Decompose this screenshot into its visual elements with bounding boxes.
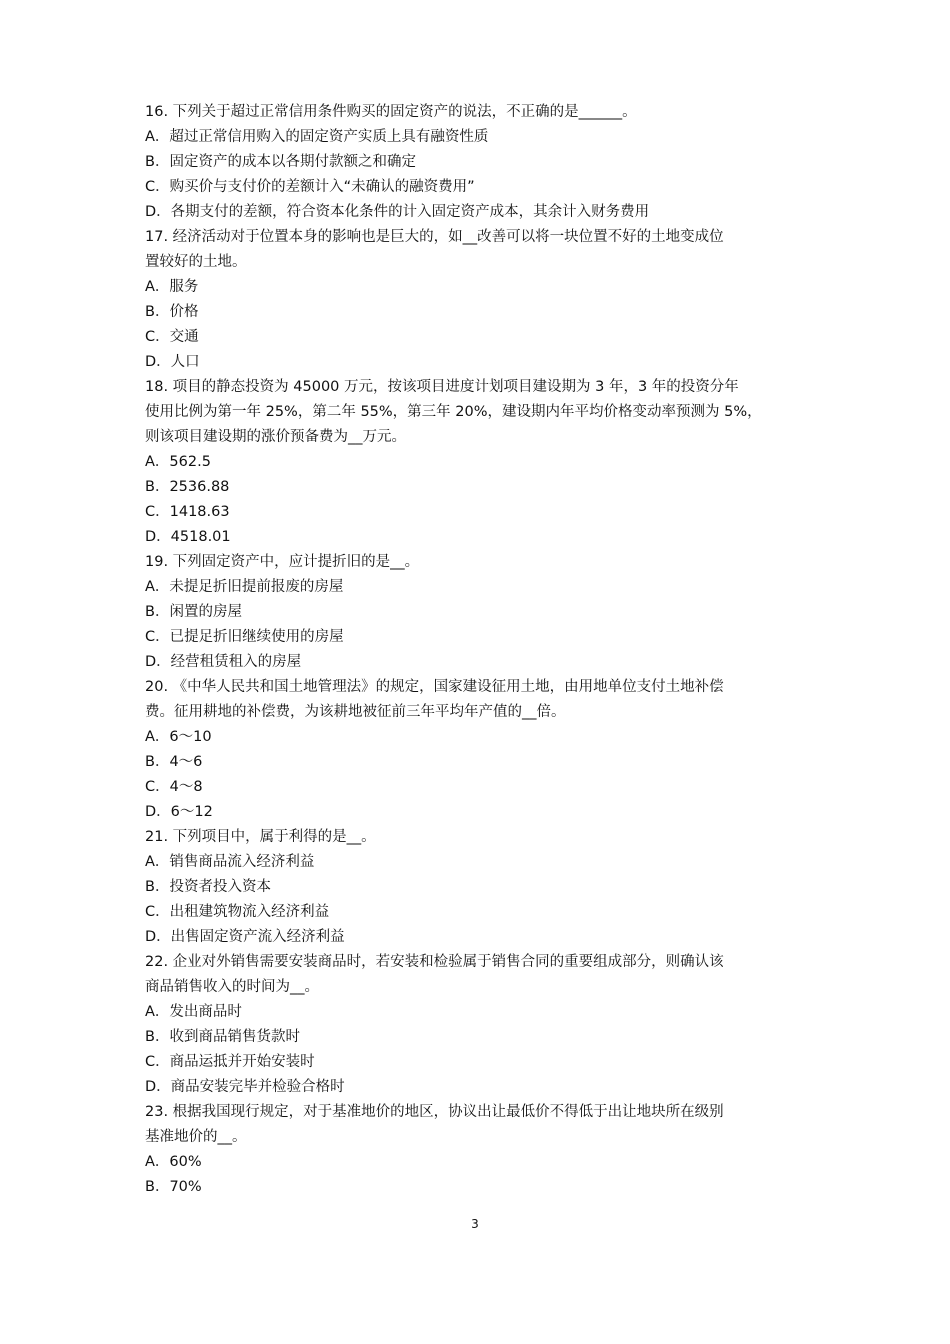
text-line: D．各期支付的差额，符合资本化条件的计入固定资产成本，其余计入财务费用 bbox=[145, 204, 650, 220]
text-line: B．70% bbox=[145, 1179, 202, 1195]
text-line: C．4～8 bbox=[145, 779, 203, 795]
text-line: C．1418.63 bbox=[145, 504, 230, 520]
text-line: B．4～6 bbox=[145, 754, 203, 770]
text-line: A．60% bbox=[145, 1154, 202, 1170]
text-line: B．2536.88 bbox=[145, 479, 230, 495]
text-line: 商品销售收入的时间为__。 bbox=[145, 979, 319, 995]
text-line: B．价格 bbox=[145, 304, 199, 320]
text-line: 使用比例为第一年 25%，第二年 55%，第三年 20%，建设期内年平均价格变动率预测为 5%， bbox=[145, 404, 762, 420]
text-line: B．投资者投入资本 bbox=[145, 879, 271, 895]
text-line: C．商品运抵并开始安装时 bbox=[145, 1054, 315, 1070]
document-body bbox=[145, 100, 825, 1200]
text-line: B．收到商品销售货款时 bbox=[145, 1029, 300, 1045]
text-line: A．未提足折旧提前报废的房屋 bbox=[145, 579, 344, 595]
text-line: 费。征用耕地的补偿费，为该耕地被征前三年平均年产值的__倍。 bbox=[145, 704, 566, 720]
text-line: B．闲置的房屋 bbox=[145, 604, 242, 620]
text-line: 20. 《中华人民共和国土地管理法》的规定，国家建设征用土地，由用地单位支付土地补偿 bbox=[145, 679, 724, 695]
text-line: D．出售固定资产流入经济利益 bbox=[145, 929, 345, 945]
text-line: A．超过正常信用购入的固定资产实质上具有融资性质 bbox=[145, 129, 489, 145]
text-line: 23. 根据我国现行规定，对于基准地价的地区，协议出让最低价不得低于出让地块所在级别 bbox=[145, 1104, 724, 1120]
text-line: A．服务 bbox=[145, 279, 199, 295]
text-line: 19. 下列固定资产中，应计提折旧的是__。 bbox=[145, 554, 420, 570]
text-line: D．商品安装完毕并检验合格时 bbox=[145, 1079, 345, 1095]
text-line: D．经营租赁租入的房屋 bbox=[145, 654, 302, 670]
text-line: 22. 企业对外销售需要安装商品时，若安装和检验属于销售合同的重要组成部分，则确认该 bbox=[145, 954, 724, 970]
text-line: C．出租建筑物流入经济利益 bbox=[145, 904, 330, 920]
text-line: A．6～10 bbox=[145, 729, 212, 745]
text-line: D．4518.01 bbox=[145, 529, 231, 545]
text-line: D．人口 bbox=[145, 354, 200, 370]
text-line: C．购买价与支付价的差额计入“未确认的融资费用” bbox=[145, 179, 475, 195]
text-line: 16. 下列关于超过正常信用条件购买的固定资产的说法，不正确的是______。 bbox=[145, 104, 637, 120]
text-line: C．交通 bbox=[145, 329, 199, 345]
text-line: 21. 下列项目中，属于利得的是__。 bbox=[145, 829, 376, 845]
text-line: A．562.5 bbox=[145, 454, 211, 470]
text-line: A．销售商品流入经济利益 bbox=[145, 854, 315, 870]
text-line: 18. 项目的静态投资为 45000 万元，按该项目进度计划项目建设期为 3 年，3 年的投资分年 bbox=[145, 379, 739, 395]
text-line: A．发出商品时 bbox=[145, 1004, 242, 1020]
text-line: 17. 经济活动对于位置本身的影响也是巨大的，如__改善可以将一块位置不好的土地变成位 bbox=[145, 229, 724, 245]
text-line: C．已提足折旧继续使用的房屋 bbox=[145, 629, 344, 645]
text-line: 则该项目建设期的涨价预备费为__万元。 bbox=[145, 429, 406, 445]
text-line: 基准地价的__。 bbox=[145, 1129, 247, 1145]
page-number: 3 bbox=[471, 1217, 479, 1231]
text-line: B．固定资产的成本以各期付款额之和确定 bbox=[145, 154, 416, 170]
text-line: 置较好的土地。 bbox=[145, 254, 247, 270]
text-line: D．6～12 bbox=[145, 804, 213, 820]
